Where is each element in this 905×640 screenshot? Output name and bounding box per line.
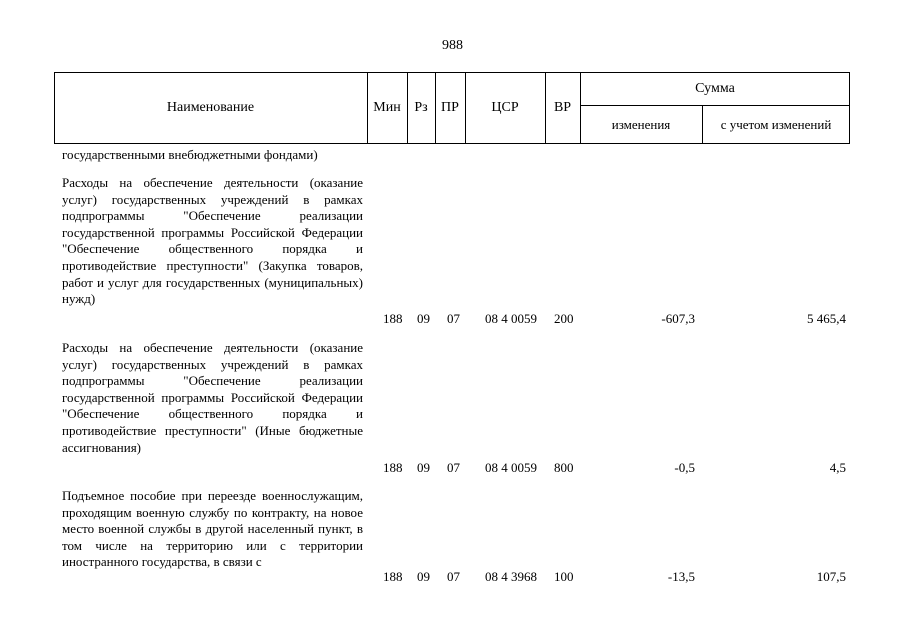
row-1-pr: 07 (447, 311, 460, 326)
row-2-pr: 07 (447, 460, 460, 475)
continuation-text: государственными внебюджетными фондами) (62, 147, 318, 162)
row-3-pr: 07 (447, 569, 460, 584)
page-number: 988 (442, 38, 463, 53)
row-3-name: Подъемное пособие при переезде военнослужащим, проходящим военную службу по контракту, на новое место военной службы в другой населенный пункт, в том числе на территорию или с территории иностранного государства, в связи с (62, 488, 363, 570)
row-3-min: 188 (383, 569, 403, 584)
row-1-min: 188 (383, 311, 403, 326)
row-2-name: Расходы на обеспечение деятельности (оказание услуг) государственных учреждений в рамках подпрограммы "Обеспечение реализации государственной программы Российской Федерации "Обеспечение общественного порядка и противодействие преступности" (Иные бюджетные ассигнования) (62, 340, 363, 455)
row-1-change: -607,3 (661, 311, 695, 326)
row-3-change: -13,5 (667, 569, 695, 584)
header-name: Наименование (166, 100, 255, 115)
row-2-change: -0,5 (674, 460, 695, 475)
row-3-total: 107,5 (816, 569, 846, 584)
row-2-csr: 08 4 0059 (485, 460, 537, 475)
row-3-vr: 100 (554, 569, 574, 584)
header-min: Мин (373, 100, 401, 115)
header-with-change: с учетом изменений (720, 117, 832, 133)
row-3-csr: 08 4 3968 (485, 569, 537, 584)
table-header (54, 72, 850, 144)
header-pr: ПР (441, 100, 459, 115)
row-1-csr: 08 4 0059 (485, 311, 537, 326)
header-vr: ВР (553, 100, 572, 115)
header-rz: Рз (414, 100, 428, 115)
row-2-rz: 09 (417, 460, 430, 475)
row-1-vr: 200 (554, 311, 574, 326)
row-2-vr: 800 (554, 460, 574, 475)
header-sum: Сумма (695, 80, 735, 96)
row-3-rz: 09 (417, 569, 430, 584)
header-change: изменения (611, 117, 671, 133)
row-1-name: Расходы на обеспечение деятельности (оказание услуг) государственных учреждений в рамках подпрограммы "Обеспечение реализации государственной программы Российской Федерации "Обеспечение общественного порядка и противодействие преступности" (Закупка товаров, работ и услуг для государственных (муниципальных) нужд) (62, 175, 363, 307)
row-2-min: 188 (383, 460, 403, 475)
row-1-rz: 09 (417, 311, 430, 326)
row-1-total: 5 465,4 (807, 311, 846, 326)
row-2-total: 4,5 (829, 460, 846, 475)
header-csr: ЦСР (491, 100, 519, 115)
